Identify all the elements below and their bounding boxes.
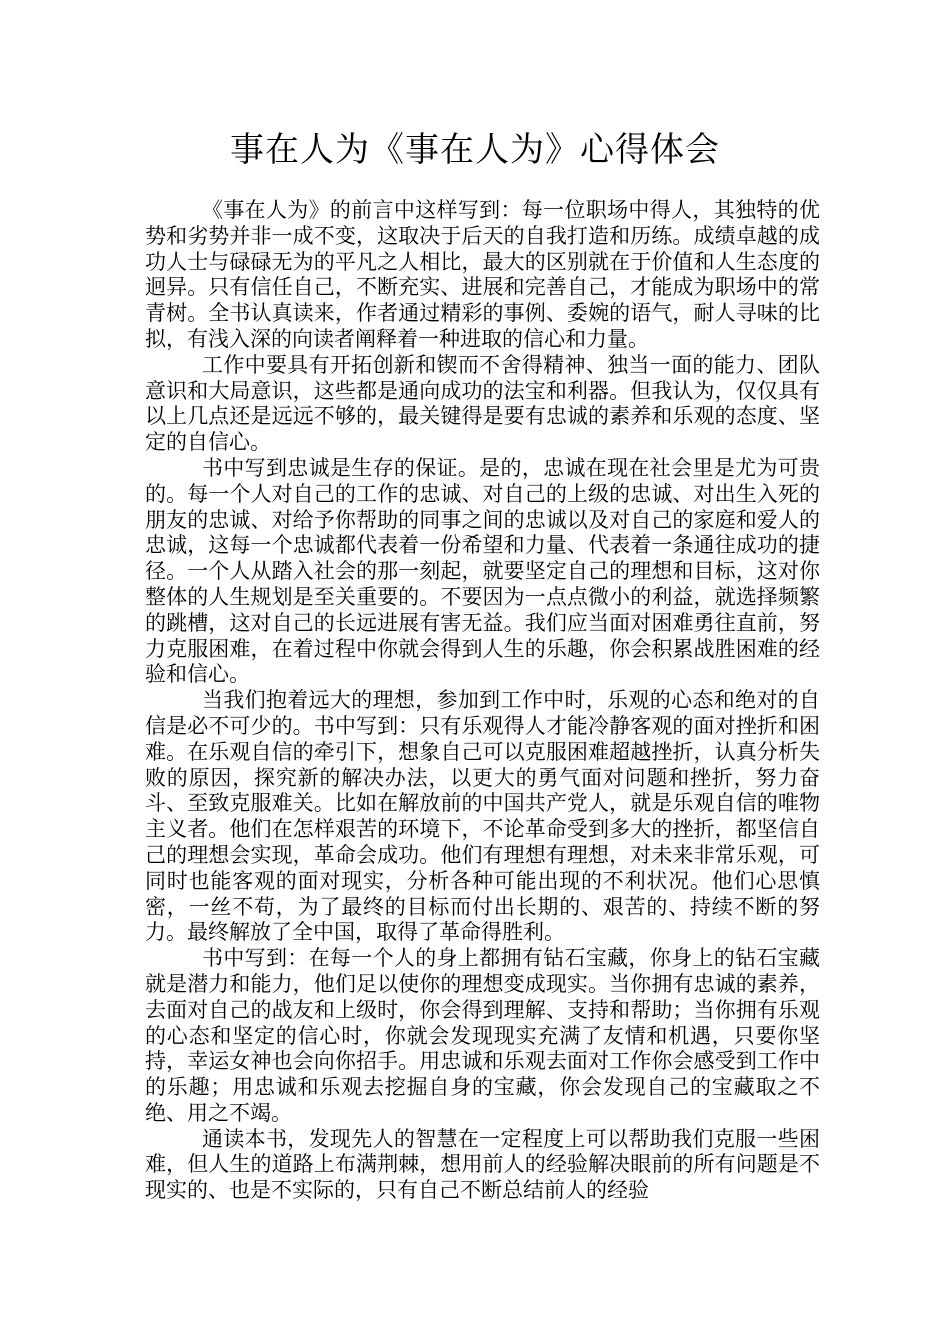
document-title: 事在人为《事在人为》心得体会 — [230, 130, 720, 170]
paragraph-5: 书中写到：在每一个人的身上都拥有钻石宝藏，你身上的钻石宝藏就是潜力和能力，他们足以使你的理想变成现实。当你拥有忠诚的素养，去面对自己的战友和上级时，你会得到理解、支持和帮助；当你拥有乐观的心态和坚定的信心时，你就会发现现实充满了友情和机遇，只要你坚持，幸运女神也会向你招手。用忠诚和乐观去面对工作你会感受到工作中的乐趣；用忠诚和乐观去挖掘自身的宝藏，你会发现自己的宝藏取之不绝、用之不竭。 — [145, 946, 820, 1125]
document-body — [145, 198, 820, 1204]
paragraph-6: 通读本书，发现先人的智慧在一定程度上可以帮助我们克服一些困难，但人生的道路上布满荆棘，想用前人的经验解决眼前的所有问题是不现实的、也是不实际的，只有自己不断总结前人的经验 — [145, 1126, 820, 1203]
paragraph-4: 当我们抱着远大的理想，参加到工作中时，乐观的心态和绝对的自信是必不可少的。书中写到：只有乐观得人才能冷静客观的面对挫折和困难。在乐观自信的牵引下，想象自己可以克服困难超越挫折，认真分析失败的原因，探究新的解决办法，以更大的勇气面对问题和挫折，努力奋斗、至致克服难关。比如在解放前的中国共产党人，就是乐观自信的唯物主义者。他们在怎样艰苦的环境下，不论革命受到多大的挫折，都坚信自己的理想会实现，革命会成功。他们有理想有理想，对未来非常乐观，可同时也能客观的面对现实，分析各种可能出现的不利状况。他们心思慎密，一丝不苟，为了最终的目标而付出长期的、艰苦的、持续不断的努力。最终解放了全中国，取得了革命得胜利。 — [145, 688, 820, 945]
paragraph-2: 工作中要具有开拓创新和锲而不舍得精神、独当一面的能力、团队意识和大局意识，这些都是通向成功的法宝和利器。但我认为，仅仅具有以上几点还是远远不够的，最关键得是要有忠诚的素养和乐观的态度、坚定的自信心。 — [145, 352, 820, 455]
paragraph-3: 书中写到忠诚是生存的保证。是的，忠诚在现在社会里是尤为可贵的。每一个人对自己的工作的忠诚、对自己的上级的忠诚、对出生入死的朋友的忠诚、对给予你帮助的同事之间的忠诚以及对自己的家庭和爱人的忠诚，这每一个忠诚都代表着一份希望和力量、代表着一条通往成功的捷径。一个人从踏入社会的那一刻起，就要坚定自己的理想和目标，这对你整体的人生规划是至关重要的。不要因为一点点微小的利益，就选择频繁的跳槽，这对自己的长远进展有害无益。我们应当面对困难勇往直前，努力克服困难，在着过程中你就会得到人生的乐趣，你会积累战胜困难的经验和信心。 — [145, 455, 820, 687]
paragraph-1: 《事在人为》的前言中这样写到：每一位职场中得人，其独特的优势和劣势并非一成不变，这取决于后天的自我打造和历练。成绩卓越的成功人士与碌碌无为的平凡之人相比，最大的区别就在于价值和人生态度的迥异。只有信任自己，不断充实、进展和完善自己，才能成为职场中的常青树。全书认真读来，作者通过精彩的事例、委婉的语气，耐人寻味的比拟，有浅入深的向读者阐释着一种进取的信心和力量。 — [145, 198, 820, 351]
